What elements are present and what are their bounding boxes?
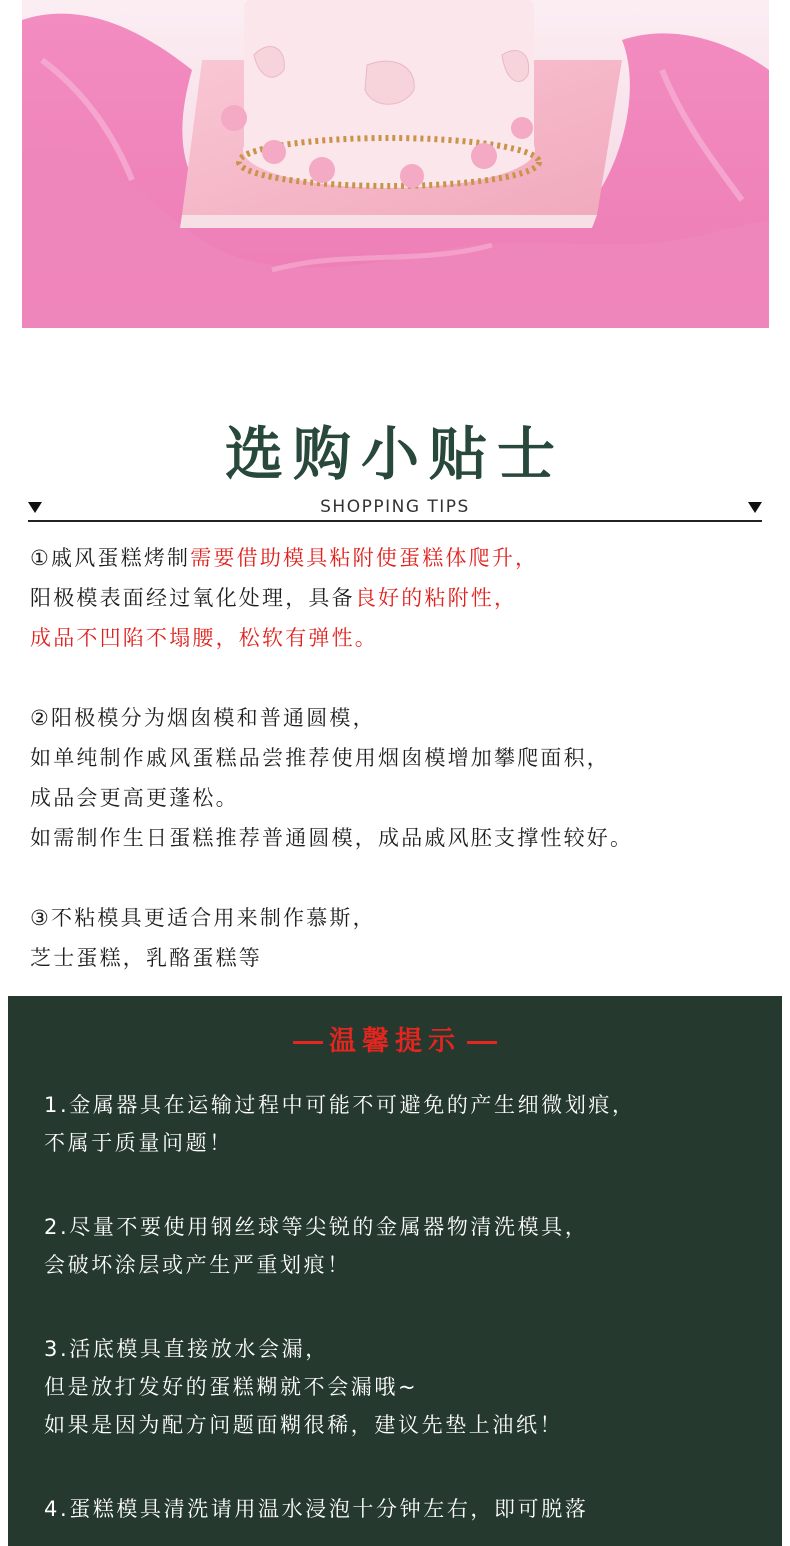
page-title: 选购小贴士 [224, 420, 565, 488]
tip-3-line-1: ③不粘模具更适合用来制作慕斯， [30, 906, 376, 930]
triangle-down-icon [748, 502, 762, 513]
tips-section [30, 538, 775, 978]
tip-1-line-2 [30, 578, 775, 618]
tip-highlight: 良好的粘附性， [354, 586, 518, 610]
notice-item-3-line-3: 如果是因为配方问题面糊很稀，建议先垫上油纸！ [44, 1413, 564, 1437]
notice-item-2-line-2: 会破坏涂层或产生严重划痕！ [44, 1253, 351, 1277]
tip-2-line-1: ②阳极模分为烟囱模和普通圆模， [30, 706, 376, 730]
notice-item-2-line-1: 2.尽量不要使用钢丝球等尖锐的金属器物清洗模具， [44, 1215, 589, 1239]
notice-title [8, 1022, 782, 1062]
tip-highlight: 需要借助模具粘附使蛋糕体爬升， [190, 546, 539, 570]
notice-title-text: 温馨提示 [329, 1026, 461, 1057]
product-photo [22, 0, 769, 328]
notice-item-4-line-1: 4.蛋糕模具清洗请用温水浸泡十分钟左右，即可脱落 [44, 1497, 589, 1521]
tip-text: 阳极模表面经过氧化处理，具备 [30, 586, 355, 610]
tip-text: ①戚风蛋糕烤制 [30, 546, 191, 570]
tip-3-line-2: 芝士蛋糕，乳酪蛋糕等 [30, 946, 262, 970]
notice-item-3-line-2: 但是放打发好的蛋糕糊就不会漏哦~ [44, 1375, 419, 1399]
tip-2-line-2: 如单纯制作戚风蛋糕品尝推荐使用烟囱模增加攀爬面积， [30, 746, 610, 770]
cake-illustration [22, 0, 769, 328]
tip-1-line-1 [30, 538, 775, 578]
notice-item-3-line-1: 3.活底模具直接放水会漏， [44, 1337, 329, 1361]
divider [28, 520, 762, 522]
dash-icon [467, 1041, 497, 1044]
notice-box [8, 996, 782, 1546]
notice-item-1-line-2: 不属于质量问题！ [44, 1131, 233, 1155]
tip-1-line-3: 成品不凹陷不塌腰，松软有弹性。 [30, 626, 378, 650]
dash-icon [293, 1041, 323, 1044]
tip-2-line-3: 成品会更高更蓬松。 [30, 786, 239, 810]
subtitle-row [28, 494, 762, 522]
subtitle: SHOPPING TIPS [320, 497, 470, 517]
notice-item-1-line-1: 1.金属器具在运输过程中可能不可避免的产生细微划痕， [44, 1093, 636, 1117]
tip-2-line-4: 如需制作生日蛋糕推荐普通圆模，成品戚风胚支撑性较好。 [30, 826, 634, 850]
notice-body [44, 1086, 774, 1528]
